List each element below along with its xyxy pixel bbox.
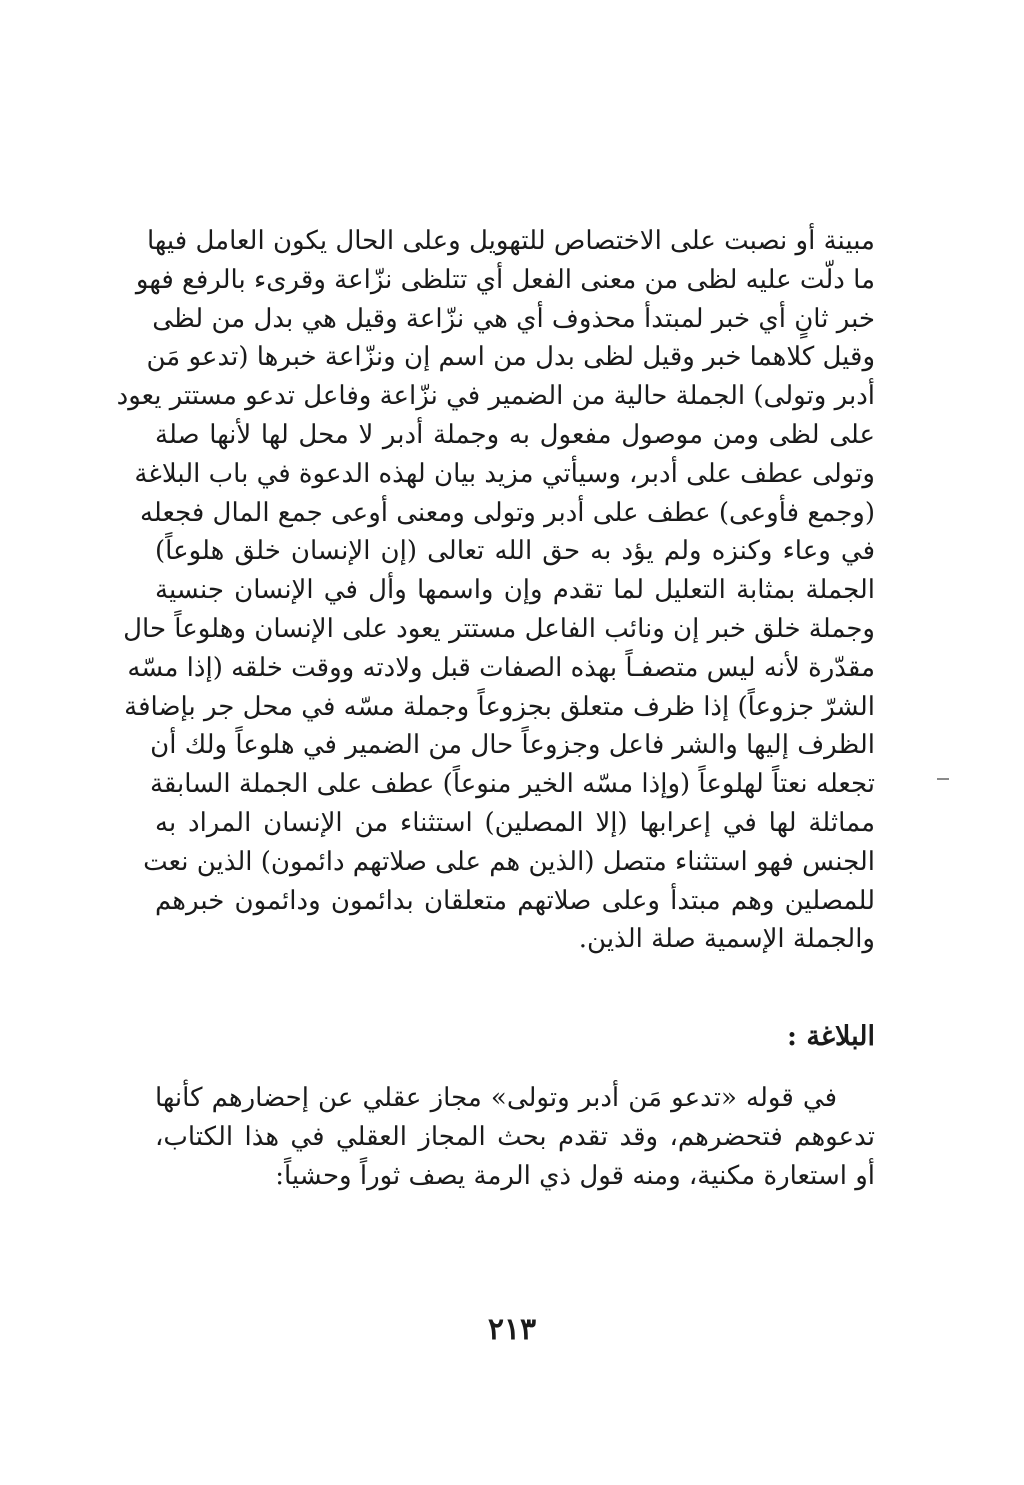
- text-line: والجملة الإسمية صلة الذين.: [578, 924, 875, 955]
- section-heading: البلاغة :: [787, 1021, 875, 1053]
- page-content: [116, 222, 875, 1196]
- text-line: أو استعارة مكنية، ومنه قول ذي الرمة يصف ثوراً وحشياً:: [275, 1160, 875, 1191]
- text-line: في وعاء وكنزه ولم يؤد به حق الله تعالى (إن الإنسان خلق هلوعاً): [155, 536, 875, 567]
- text-line: وتولى عطف على أدبر، وسيأتي مزيد بيان لهذه الدعوة في باب البلاغة: [134, 458, 875, 489]
- text-line: الشرّ جزوعاً) إذا ظرف متعلق بجزوعاً وجملة مسّه في محل جر بإضافة: [124, 691, 875, 722]
- text-line: مماثلة لها في إعرابها (إلا المصلين) استثناء من الإنسان المراد به: [155, 807, 875, 838]
- text-line: وقيل كلاهما خبر وقيل لظى بدل من اسم إن ونزّاعة خبرها (تدعو مَن: [146, 342, 875, 373]
- rhetoric-paragraph: [155, 1079, 875, 1195]
- grammar-paragraph: [116, 222, 875, 959]
- text-line: مقدّرة لأنه ليس متصفـاً بهذه الصفات قبل ولادته ووقت خلقه (إذا مسّه: [127, 652, 875, 683]
- text-line: (وجمع فأوعى) عطف على أدبر وتولى ومعنى أوعى جمع المال فجعله: [139, 497, 875, 528]
- page-number: ٢١٣: [487, 1312, 537, 1347]
- text-line: وجملة خلق خبر إن ونائب الفاعل مستتر يعود على الإنسان وهلوعاً حال: [123, 613, 875, 644]
- text-line: تجعله نعتاً لهلوعاً (وإذا مسّه الخير منوعاً) عطف على الجملة السابقة: [149, 769, 875, 800]
- margin-mark: [937, 778, 949, 780]
- text-line: على لظى ومن موصول مفعول به وجملة أدبر لا محل لها لأنها صلة: [155, 419, 875, 450]
- text-line: في قوله «تدعو مَن أدبر وتولى» مجاز عقلي عن إحضارهم كأنها: [155, 1083, 837, 1114]
- text-line: تدعوهم فتحضرهم، وقد تقدم بحث المجاز العقلي في هذا الكتاب،: [155, 1121, 875, 1152]
- text-line: خبر ثانٍ أي خبر لمبتدأ محذوف أي هي نزّاعة وقيل هي بدل من لظى: [152, 303, 875, 334]
- text-line: ما دلّت عليه لظى من معنى الفعل أي تتلظى نزّاعة وقرىء بالرفع فهو: [135, 264, 875, 295]
- text-line: الظرف إليها والشر فاعل وجزوعاً حال من الضمير في هلوعاً ولك أن: [150, 730, 875, 761]
- text-line: مبينة أو نصبت على الاختصاص للتهويل وعلى الحال يكون العامل فيها: [147, 226, 875, 256]
- text-line: للمصلين وهم مبتدأ وعلى صلاتهم متعلقان بدائمون ودائمون خبرهم: [155, 885, 875, 916]
- text-line: أدبر وتولى) الجملة حالية من الضمير في نزّاعة وفاعل تدعو مستتر يعود: [116, 381, 875, 412]
- text-line: الجنس فهو استثناء متصل (الذين هم على صلاتهم دائمون) الذين نعت: [143, 846, 875, 877]
- text-line: الجملة بمثابة التعليل لما تقدم وإن واسمها وأل في الإنسان جنسية: [155, 575, 875, 606]
